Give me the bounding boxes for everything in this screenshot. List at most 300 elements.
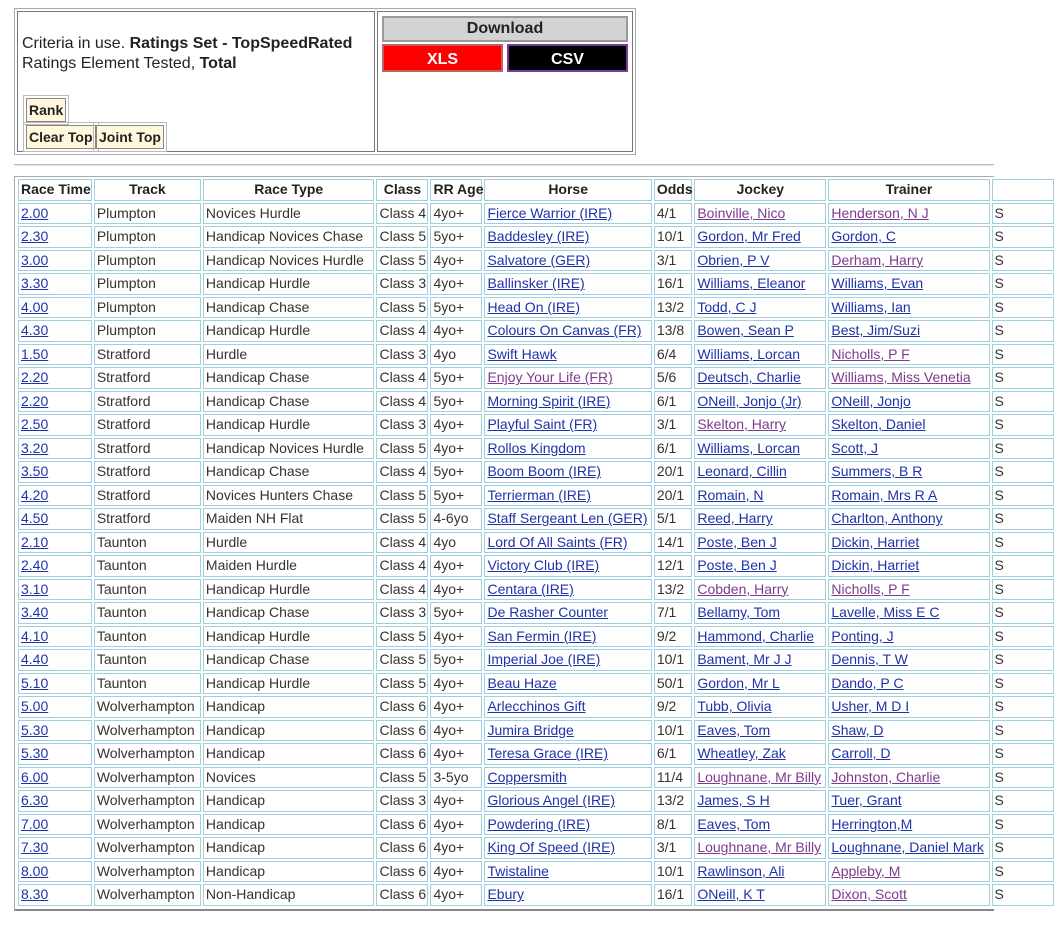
trainer-cell (828, 673, 989, 695)
jockey-cell (694, 767, 826, 789)
extra-cell: S (992, 226, 1054, 248)
trainer-link[interactable]: Gordon, C (831, 228, 896, 245)
race-time-link[interactable]: 2.20 (21, 392, 49, 409)
races-table (16, 177, 1056, 908)
class-cell: Class 4 (376, 367, 428, 389)
table-row (18, 367, 1054, 389)
jockey-link[interactable]: Bellamy, Tom (697, 604, 781, 621)
race-time-cell (18, 602, 92, 624)
csv-download-button[interactable]: CSV (507, 44, 628, 72)
age-cell: 4yo+ (430, 743, 482, 765)
jockey-link[interactable]: ONeill, K T (697, 886, 765, 903)
jockey-link[interactable]: Eaves, Tom (697, 721, 771, 738)
horse-link[interactable]: Powdering (IRE) (487, 815, 591, 832)
jockey-link[interactable]: Tubb, Olivia (697, 698, 772, 715)
trainer-link[interactable]: Best, Jim/Suzi (831, 322, 921, 339)
class-cell: Class 6 (376, 884, 428, 906)
race-time-link[interactable]: 8.00 (21, 862, 49, 879)
jockey-link[interactable]: Eaves, Tom (697, 815, 771, 832)
age-cell: 4-6yo (430, 508, 482, 530)
horse-cell (484, 767, 651, 789)
divider (14, 164, 994, 166)
trainer-link[interactable]: Appleby, M (831, 862, 901, 879)
extra-cell: S (992, 720, 1054, 742)
table-row (18, 461, 1054, 483)
class-cell: Class 4 (376, 391, 428, 413)
jockey-link[interactable]: Bament, Mr J J (697, 651, 792, 668)
trainer-link[interactable]: Dennis, T W (831, 651, 908, 668)
race-time-cell (18, 320, 92, 342)
odds-cell: 13/2 (654, 790, 692, 812)
table-row (18, 320, 1054, 342)
race-time-link[interactable]: 5.00 (21, 698, 49, 715)
race-type-cell: Handicap Hurdle (203, 273, 375, 295)
races-body (18, 203, 1054, 906)
table-row (18, 743, 1054, 765)
clear-top-button[interactable]: Clear Top (26, 125, 96, 149)
class-cell: Class 6 (376, 861, 428, 883)
horse-link[interactable]: Centara (IRE) (487, 580, 574, 597)
odds-cell: 20/1 (654, 485, 692, 507)
race-time-link[interactable]: 2.50 (21, 416, 49, 433)
race-time-cell (18, 767, 92, 789)
track-cell: Wolverhampton (94, 861, 201, 883)
age-cell: 4yo+ (430, 626, 482, 648)
horse-cell (484, 884, 651, 906)
race-type-cell: Handicap Chase (203, 649, 375, 671)
race-time-link[interactable]: 3.50 (21, 463, 49, 480)
trainer-link[interactable]: Scott, J (831, 439, 879, 456)
horse-link[interactable]: King Of Speed (IRE) (487, 839, 616, 856)
race-time-cell (18, 414, 92, 436)
trainer-link[interactable]: Skelton, Daniel (831, 416, 926, 433)
odds-cell: 5/6 (654, 367, 692, 389)
race-time-link[interactable]: 3.40 (21, 604, 49, 621)
race-time-cell (18, 250, 92, 272)
age-cell: 4yo+ (430, 673, 482, 695)
track-cell: Wolverhampton (94, 767, 201, 789)
horse-link[interactable]: Fierce Warrior (IRE) (487, 204, 613, 221)
age-cell: 3-5yo (430, 767, 482, 789)
extra-cell: S (992, 344, 1054, 366)
track-cell: Wolverhampton (94, 743, 201, 765)
jockey-cell (694, 790, 826, 812)
download-panel (377, 11, 633, 152)
horse-cell (484, 579, 651, 601)
trainer-link[interactable]: Nicholls, P F (831, 580, 910, 597)
odds-cell: 3/1 (654, 414, 692, 436)
extra-cell: S (992, 626, 1054, 648)
column-header-extra (992, 179, 1054, 201)
trainer-link[interactable]: Nicholls, P F (831, 345, 910, 362)
jockey-link[interactable]: Williams, Lorcan (697, 439, 801, 456)
horse-cell (484, 461, 651, 483)
horse-link[interactable]: Jumira Bridge (487, 721, 574, 738)
jockey-link[interactable]: Loughnane, Mr Billy (697, 768, 822, 785)
horse-link[interactable]: De Rasher Counter (487, 604, 609, 621)
trainer-link[interactable]: Charlton, Anthony (831, 510, 943, 527)
trainer-link[interactable]: Johnston, Charlie (831, 768, 941, 785)
track-cell: Stratford (94, 391, 201, 413)
race-time-cell (18, 438, 92, 460)
jockey-link[interactable]: Williams, Lorcan (697, 345, 801, 362)
race-time-link[interactable]: 3.10 (21, 580, 49, 597)
race-time-link[interactable]: 3.20 (21, 439, 49, 456)
table-row (18, 391, 1054, 413)
age-cell: 4yo+ (430, 861, 482, 883)
extra-cell: S (992, 861, 1054, 883)
race-time-cell (18, 626, 92, 648)
trainer-link[interactable]: Usher, M D I (831, 698, 910, 715)
horse-link[interactable]: Imperial Joe (IRE) (487, 651, 601, 668)
horse-link[interactable]: Victory Club (IRE) (487, 557, 600, 574)
race-type-cell: Handicap Chase (203, 391, 375, 413)
horse-link[interactable]: Colours On Canvas (FR) (487, 322, 642, 339)
joint-top-button[interactable]: Joint Top (96, 125, 164, 149)
jockey-cell (694, 391, 826, 413)
horse-cell (484, 790, 651, 812)
race-time-link[interactable]: 4.10 (21, 627, 49, 644)
class-cell: Class 5 (376, 626, 428, 648)
horse-link[interactable]: Boom Boom (IRE) (487, 463, 602, 480)
element-prefix: Ratings Element Tested, (22, 55, 196, 72)
race-time-cell (18, 555, 92, 577)
jockey-cell (694, 884, 826, 906)
race-time-link[interactable]: 2.20 (21, 369, 49, 386)
race-type-cell: Handicap (203, 837, 375, 859)
odds-cell: 6/1 (654, 743, 692, 765)
race-type-cell: Handicap Hurdle (203, 414, 375, 436)
age-cell: 5yo+ (430, 649, 482, 671)
jockey-link[interactable]: Leonard, Cillin (697, 463, 787, 480)
class-cell: Class 3 (376, 273, 428, 295)
extra-cell: S (992, 367, 1054, 389)
horse-link[interactable]: Terrierman (IRE) (487, 486, 591, 503)
jockey-link[interactable]: Gordon, Mr Fred (697, 228, 801, 245)
class-cell: Class 5 (376, 767, 428, 789)
race-type-cell: Maiden NH Flat (203, 508, 375, 530)
age-cell: 4yo+ (430, 438, 482, 460)
trainer-cell (828, 602, 989, 624)
horse-link[interactable]: Swift Hawk (487, 345, 557, 362)
trainer-link[interactable]: Dixon, Scott (831, 886, 907, 903)
odds-cell: 16/1 (654, 273, 692, 295)
jockey-link[interactable]: Deutsch, Charlie (697, 369, 801, 386)
age-cell: 5yo+ (430, 391, 482, 413)
trainer-link[interactable]: Williams, Evan (831, 275, 924, 292)
table-row (18, 720, 1054, 742)
race-time-link[interactable]: 5.30 (21, 721, 49, 738)
horse-cell (484, 743, 651, 765)
extra-cell: S (992, 814, 1054, 836)
track-cell: Stratford (94, 414, 201, 436)
race-time-link[interactable]: 6.00 (21, 768, 49, 785)
race-time-cell (18, 720, 92, 742)
trainer-link[interactable]: Shaw, D (831, 721, 884, 738)
trainer-link[interactable]: Summers, B R (831, 463, 923, 480)
table-row (18, 649, 1054, 671)
age-cell: 4yo+ (430, 579, 482, 601)
jockey-link[interactable]: Poste, Ben J (697, 533, 777, 550)
race-time-link[interactable]: 2.40 (21, 557, 49, 574)
race-type-cell: Handicap (203, 696, 375, 718)
trainer-cell (828, 767, 989, 789)
odds-cell: 6/1 (654, 438, 692, 460)
trainer-cell (828, 649, 989, 671)
race-type-cell: Handicap (203, 720, 375, 742)
race-time-cell (18, 743, 92, 765)
jockey-link[interactable]: Bowen, Sean P (697, 322, 794, 339)
horse-link[interactable]: Rollos Kingdom (487, 439, 586, 456)
jockey-link[interactable]: Obrien, P V (697, 251, 770, 268)
trainer-cell (828, 837, 989, 859)
race-type-cell: Maiden Hurdle (203, 555, 375, 577)
age-cell: 4yo+ (430, 884, 482, 906)
odds-cell: 9/2 (654, 696, 692, 718)
class-cell: Class 5 (376, 438, 428, 460)
extra-cell: S (992, 696, 1054, 718)
column-header-track: Track (94, 179, 201, 201)
race-time-link[interactable]: 2.30 (21, 228, 49, 245)
odds-cell: 5/1 (654, 508, 692, 530)
horse-link[interactable]: Lord Of All Saints (FR) (487, 533, 628, 550)
age-cell: 4yo+ (430, 696, 482, 718)
column-header-odds: Odds (654, 179, 692, 201)
race-time-link[interactable]: 2.10 (21, 533, 49, 550)
horse-link[interactable]: Glorious Angel (IRE) (487, 792, 616, 809)
trainer-link[interactable]: Dando, P C (831, 674, 904, 691)
trainer-cell (828, 485, 989, 507)
ratings-set: Ratings Set - TopSpeedRated (129, 35, 353, 52)
horse-link[interactable]: Staff Sergeant Len (GER) (487, 510, 648, 527)
trainer-cell (828, 461, 989, 483)
column-header-rr-age: RR Age (430, 179, 482, 201)
table-row (18, 532, 1054, 554)
jockey-link[interactable]: Wheatley, Zak (697, 745, 786, 762)
trainer-cell (828, 884, 989, 906)
race-type-cell: Non-Handicap (203, 884, 375, 906)
trainer-link[interactable]: Derham, Harry (831, 251, 924, 268)
trainer-cell (828, 226, 989, 248)
extra-cell: S (992, 602, 1054, 624)
horse-link[interactable]: Coppersmith (487, 768, 567, 785)
horse-link[interactable]: San Fermin (IRE) (487, 627, 597, 644)
track-cell: Wolverhampton (94, 720, 201, 742)
race-time-cell (18, 508, 92, 530)
track-cell: Plumpton (94, 297, 201, 319)
horse-link[interactable]: Beau Haze (487, 674, 557, 691)
track-cell: Plumpton (94, 226, 201, 248)
jockey-cell (694, 508, 826, 530)
jockey-link[interactable]: James, S H (697, 792, 770, 809)
race-time-link[interactable]: 4.40 (21, 651, 49, 668)
extra-cell: S (992, 837, 1054, 859)
trainer-link[interactable]: Dickin, Harriet (831, 533, 920, 550)
table-row (18, 273, 1054, 295)
race-time-cell (18, 367, 92, 389)
jockey-link[interactable]: Rawlinson, Ali (697, 862, 785, 879)
age-cell: 4yo (430, 344, 482, 366)
horse-cell (484, 626, 651, 648)
trainer-link[interactable]: Ponting, J (831, 627, 894, 644)
horse-cell (484, 602, 651, 624)
odds-cell: 10/1 (654, 649, 692, 671)
horse-cell (484, 414, 651, 436)
race-time-cell (18, 344, 92, 366)
table-row (18, 884, 1054, 906)
track-cell: Plumpton (94, 203, 201, 225)
horse-cell (484, 273, 651, 295)
race-time-link[interactable]: 7.00 (21, 815, 49, 832)
trainer-link[interactable]: Williams, Ian (831, 298, 911, 315)
class-cell: Class 6 (376, 814, 428, 836)
race-type-cell: Handicap Hurdle (203, 626, 375, 648)
race-time-link[interactable]: 5.30 (21, 745, 49, 762)
jockey-link[interactable]: Cobden, Harry (697, 580, 789, 597)
jockey-link[interactable]: Williams, Eleanor (697, 275, 806, 292)
track-cell: Stratford (94, 485, 201, 507)
odds-cell: 10/1 (654, 720, 692, 742)
age-cell: 5yo+ (430, 226, 482, 248)
horse-link[interactable]: Arlecchinos Gift (487, 698, 586, 715)
trainer-cell (828, 414, 989, 436)
criteria-prefix: Criteria in use. (22, 35, 126, 52)
trainer-link[interactable]: Dickin, Harriet (831, 557, 920, 574)
download-title: Download (382, 16, 628, 42)
table-row (18, 297, 1054, 319)
trainer-link[interactable]: ONeill, Jonjo (831, 392, 911, 409)
horse-cell (484, 297, 651, 319)
race-time-link[interactable]: 3.00 (21, 251, 49, 268)
race-time-link[interactable]: 4.50 (21, 510, 49, 527)
odds-cell: 13/8 (654, 320, 692, 342)
class-cell: Class 3 (376, 414, 428, 436)
race-type-cell: Handicap Chase (203, 367, 375, 389)
horse-link[interactable]: Morning Spirit (IRE) (487, 392, 611, 409)
jockey-cell (694, 532, 826, 554)
trainer-link[interactable]: Herrington,M (831, 815, 913, 832)
class-cell: Class 5 (376, 485, 428, 507)
table-row (18, 814, 1054, 836)
odds-cell: 50/1 (654, 673, 692, 695)
trainer-link[interactable]: Henderson, N J (831, 204, 929, 221)
race-time-cell (18, 837, 92, 859)
race-time-link[interactable]: 4.00 (21, 298, 49, 315)
table-row (18, 861, 1054, 883)
race-time-link[interactable]: 3.30 (21, 275, 49, 292)
extra-cell: S (992, 297, 1054, 319)
race-time-link[interactable]: 1.50 (21, 345, 49, 362)
odds-cell: 7/1 (654, 602, 692, 624)
horse-link[interactable]: Twistaline (487, 862, 549, 879)
race-time-link[interactable]: 4.20 (21, 486, 49, 503)
horse-link[interactable]: Ebury (487, 886, 525, 903)
horse-link[interactable]: Playful Saint (FR) (487, 416, 598, 433)
horse-link[interactable]: Baddesley (IRE) (487, 228, 590, 245)
table-row (18, 767, 1054, 789)
jockey-link[interactable]: Boinville, Nico (697, 204, 786, 221)
jockey-link[interactable]: Poste, Ben J (697, 557, 777, 574)
race-type-cell: Hurdle (203, 532, 375, 554)
track-cell: Wolverhampton (94, 696, 201, 718)
jockey-link[interactable]: Gordon, Mr L (697, 674, 780, 691)
horse-link[interactable]: Enjoy Your Life (FR) (487, 369, 613, 386)
age-cell: 5yo+ (430, 461, 482, 483)
criteria-panel (14, 8, 636, 155)
class-cell: Class 4 (376, 579, 428, 601)
horse-cell (484, 649, 651, 671)
race-time-link[interactable]: 4.30 (21, 322, 49, 339)
race-time-link[interactable]: 8.30 (21, 886, 49, 903)
age-cell: 5yo+ (430, 602, 482, 624)
trainer-link[interactable]: Williams, Miss Venetia (831, 369, 971, 386)
jockey-link[interactable]: Todd, C J (697, 298, 757, 315)
trainer-link[interactable]: Romain, Mrs R A (831, 486, 938, 503)
race-time-link[interactable]: 7.30 (21, 839, 49, 856)
trainer-cell (828, 555, 989, 577)
jockey-link[interactable]: Romain, N (697, 486, 764, 503)
track-cell: Taunton (94, 579, 201, 601)
trainer-cell (828, 250, 989, 272)
odds-cell: 13/2 (654, 579, 692, 601)
jockey-cell (694, 273, 826, 295)
horse-link[interactable]: Teresa Grace (IRE) (487, 745, 609, 762)
trainer-link[interactable]: Carroll, D (831, 745, 891, 762)
race-time-cell (18, 391, 92, 413)
class-cell: Class 6 (376, 696, 428, 718)
horse-cell (484, 673, 651, 695)
jockey-link[interactable]: Hammond, Charlie (697, 627, 815, 644)
race-time-link[interactable]: 6.30 (21, 792, 49, 809)
class-cell: Class 4 (376, 320, 428, 342)
jockey-link[interactable]: Loughnane, Mr Billy (697, 839, 822, 856)
table-row (18, 203, 1054, 225)
column-header-race-time: Race Time (18, 179, 92, 201)
trainer-cell (828, 508, 989, 530)
race-type-cell: Handicap Chase (203, 461, 375, 483)
race-time-cell (18, 485, 92, 507)
jockey-link[interactable]: Reed, Harry (697, 510, 773, 527)
track-cell: Wolverhampton (94, 884, 201, 906)
trainer-cell (828, 320, 989, 342)
horse-link[interactable]: Ballinsker (IRE) (487, 275, 585, 292)
trainer-link[interactable]: Loughnane, Daniel Mark (831, 839, 984, 856)
race-type-cell: Handicap Hurdle (203, 579, 375, 601)
track-cell: Taunton (94, 555, 201, 577)
rank-button[interactable]: Rank (26, 98, 66, 122)
odds-cell: 9/2 (654, 626, 692, 648)
extra-cell: S (992, 203, 1054, 225)
horse-link[interactable]: Head On (IRE) (487, 298, 581, 315)
race-time-cell (18, 861, 92, 883)
race-type-cell: Handicap Novices Hurdle (203, 438, 375, 460)
race-type-cell: Hurdle (203, 344, 375, 366)
race-time-link[interactable]: 5.10 (21, 674, 49, 691)
jockey-link[interactable]: Skelton, Harry (697, 416, 787, 433)
age-cell: 4yo+ (430, 320, 482, 342)
trainer-link[interactable]: Lavelle, Miss E C (831, 604, 940, 621)
extra-cell: S (992, 485, 1054, 507)
horse-link[interactable]: Salvatore (GER) (487, 251, 591, 268)
jockey-cell (694, 485, 826, 507)
table-row (18, 226, 1054, 248)
race-time-link[interactable]: 2.00 (21, 204, 49, 221)
class-cell: Class 4 (376, 203, 428, 225)
trainer-link[interactable]: Tuer, Grant (831, 792, 902, 809)
jockey-link[interactable]: ONeill, Jonjo (Jr) (697, 392, 802, 409)
extra-cell: S (992, 320, 1054, 342)
xls-download-button[interactable]: XLS (382, 44, 503, 72)
